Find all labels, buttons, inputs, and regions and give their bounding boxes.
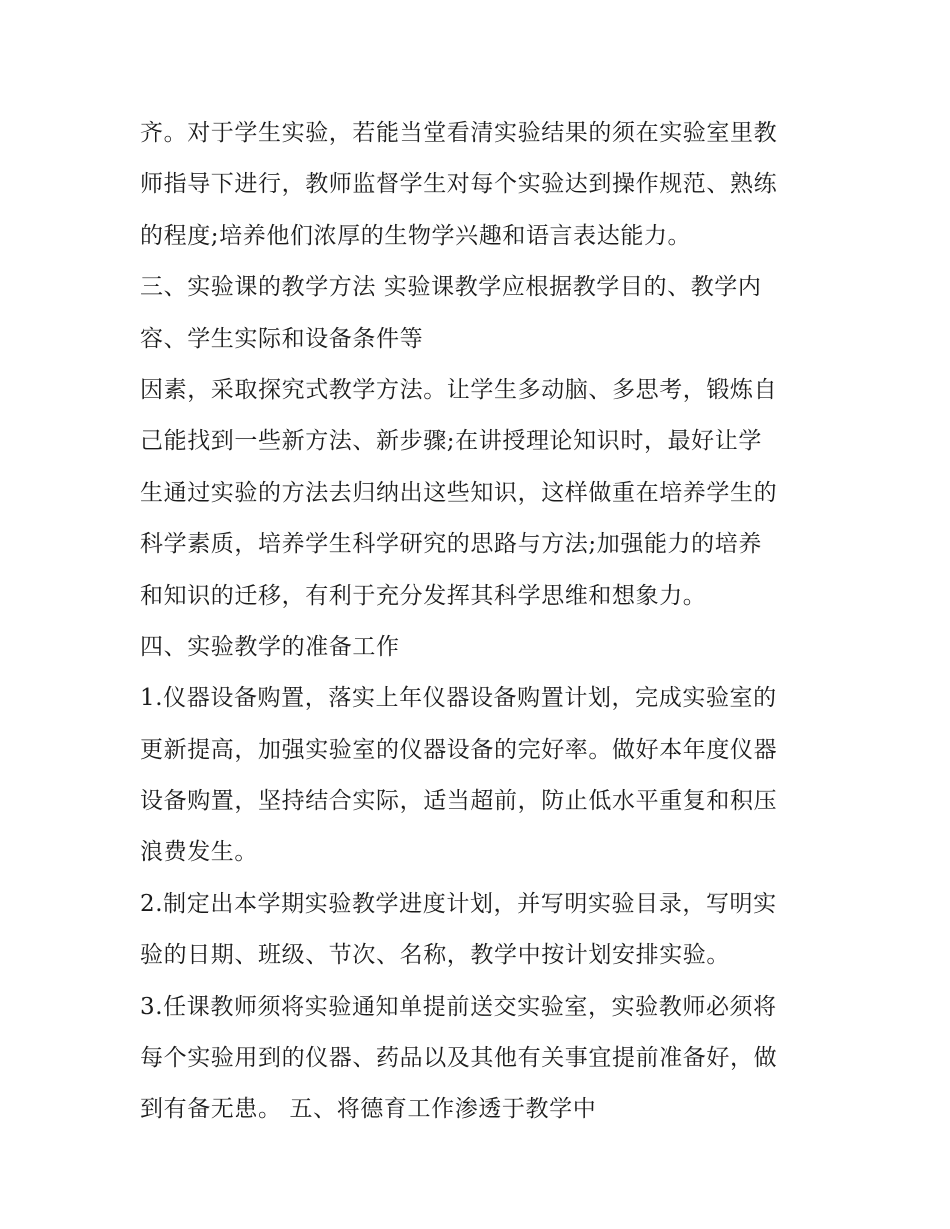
list-item-3: 3.任课教师须将实验通知单提前送交实验室，实验教师必须将 xyxy=(140,993,777,1020)
section-heading-4: 四、实验教学的准备工作 xyxy=(140,633,400,660)
text-line: 验的日期、班级、节次、名称，教学中按计划安排实验。 xyxy=(140,942,730,969)
text-line: 浪费发生。 xyxy=(140,839,258,866)
text-line: 更新提高，加强实验室的仪器设备的完好率。做好本年度仪器 xyxy=(140,736,778,763)
text-line: 己能找到一些新方法、新步骤;在讲授理论知识时，最好让学 xyxy=(140,428,762,455)
document-body xyxy=(140,108,815,1136)
text-line: 因素，采取探究式教学方法。让学生多动脑、多思考，锻炼自 xyxy=(140,376,778,403)
text-line: 设备购置，坚持结合实际，适当超前，防止低水平重复和积压 xyxy=(140,788,778,815)
text-line: 每个实验用到的仪器、药品以及其他有关事宜提前准备好，做 xyxy=(140,1045,778,1072)
list-item-2: 2.制定出本学期实验教学进度计划，并写明实验目录，写明实 xyxy=(140,890,777,917)
text-line: 容、学生实际和设备条件等 xyxy=(140,325,424,352)
list-item-1: 1.仪器设备购置，落实上年仪器设备购置计划，完成实验室的 xyxy=(140,685,777,712)
text-line: 的程度;培养他们浓厚的生物学兴趣和语言表达能力。 xyxy=(140,222,692,249)
text-line: 科学素质，培养学生科学研究的思路与方法;加强能力的培养 xyxy=(140,531,762,558)
text-line: 生通过实验的方法去归纳出这些知识，这样做重在培养学生的 xyxy=(140,479,778,506)
text-line: 师指导下进行，教师监督学生对每个实验达到操作规范、熟练 xyxy=(140,171,778,198)
text-line: 和知识的迁移，有利于充分发挥其科学思维和想象力。 xyxy=(140,582,707,609)
text-line: 齐。对于学生实验，若能当堂看清实验结果的须在实验室里教 xyxy=(140,120,778,146)
section-heading-3: 三、实验课的教学方法 实验课教学应根据教学目的、教学内 xyxy=(140,274,762,301)
text-line: 到有备无患。 五、将德育工作渗透于教学中 xyxy=(140,1096,597,1123)
